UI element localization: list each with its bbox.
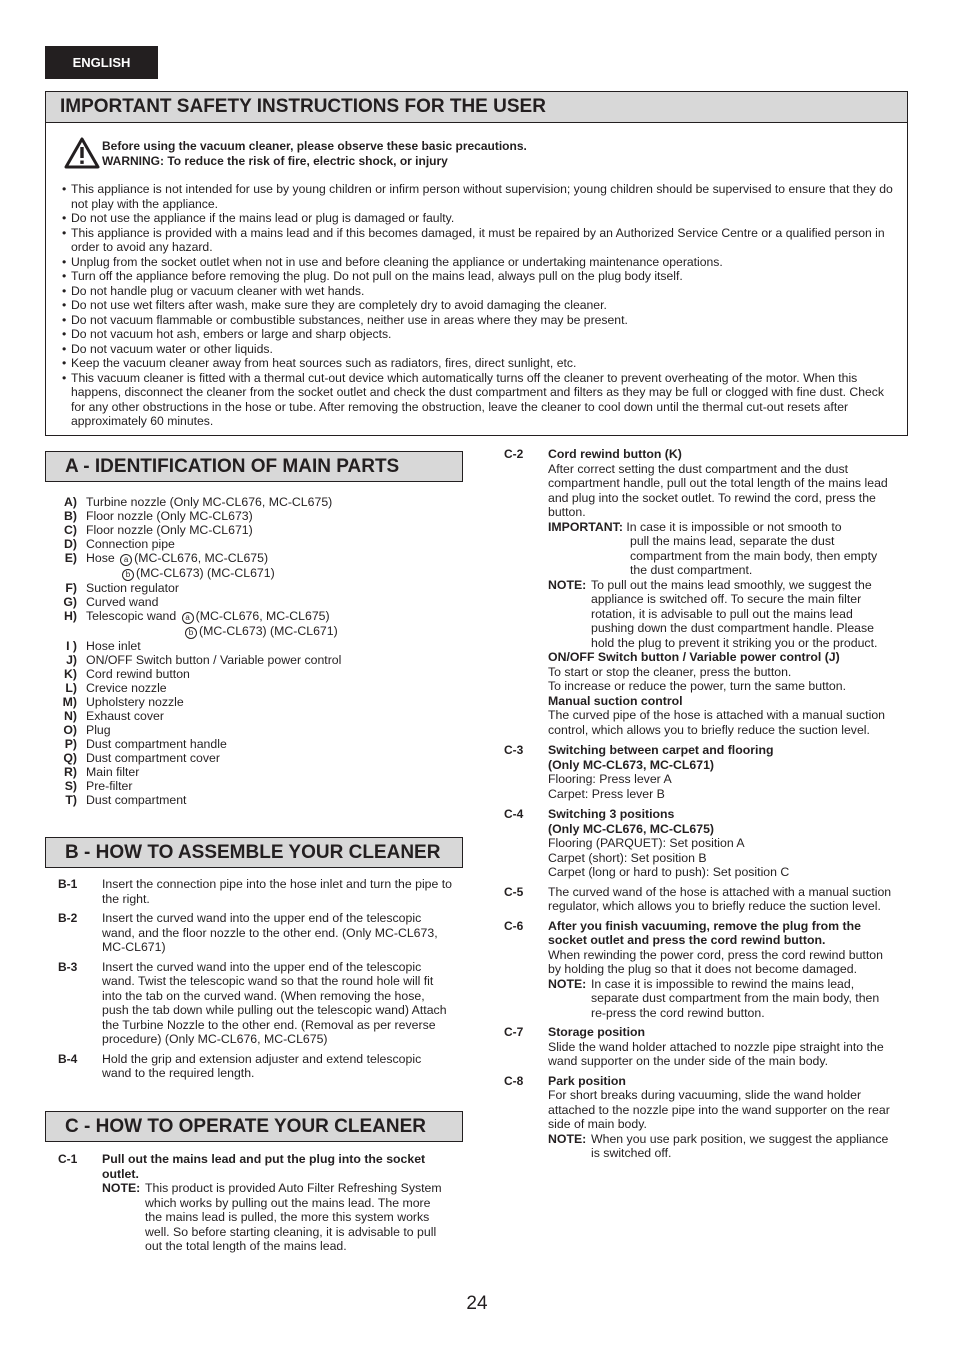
part-item xyxy=(58,653,458,667)
operate-step-c5 xyxy=(504,885,896,914)
part-item xyxy=(58,523,458,537)
section-b-title: B - HOW TO ASSEMBLE YOUR CLEANER xyxy=(45,837,463,868)
assembly-step xyxy=(58,960,453,1047)
note xyxy=(548,578,896,651)
part-text: Plug xyxy=(86,723,111,737)
part-key: O) xyxy=(63,723,77,737)
circled-letter-b: b xyxy=(185,627,197,639)
note-text: To pull out the mains lead smoothly, we suggest the appliance is switched off. To secure the main filter rotation, it is advisable to pull out the mains lead pushing down the dust compartment handle. Please hold the plug to prevent it striking you or the product. xyxy=(591,577,878,650)
part-key: J) xyxy=(66,653,77,667)
safety-item: • This vacuum cleaner is fitted with a thermal cut-out device which automatically turns off the cleaner to prevent overheating of the motor. When this happens, disconnect the cleaner from the socket outlet and check the dust compartment and filters as they may be full or clogged with fine dust. Check for any other obstructions in the hose or tube. After removing the obstruction, leave the cleaner to cool down until the thermal cut-out resets after approximately 60 minutes. xyxy=(62,371,894,429)
step-heading: Switching between carpet and flooring xyxy=(548,743,774,757)
step-text: For short breaks during vacuuming, slide the wand holder attached to the nozzle pipe into the wand supporter on the rear side of main body. xyxy=(548,1088,890,1131)
step-key: B-2 xyxy=(58,911,78,925)
step-key: C-5 xyxy=(504,884,524,899)
step-key: C-3 xyxy=(504,743,524,757)
part-key: B) xyxy=(64,509,77,523)
safety-item: • Do not vacuum flammable or combustible substances, neither use in areas where they may be present. xyxy=(62,313,894,328)
part-text: Floor nozzle (Only MC-CL671) xyxy=(86,523,253,537)
part-text: Floor nozzle (Only MC-CL673) xyxy=(86,509,253,523)
step-heading: Storage position xyxy=(548,1025,646,1039)
step-text: Insert the curved wand into the upper end of the telescopic wand. Twist the telescopic wand so that the round hole will fit into the tab on the curved wand. (When removing the hose, push the tab down while pulling out the telescopic wand) Attach the Turbine Nozzle to the other end. (Removal as per reverse procedure) (Only MC-CL676, MC-CL675) xyxy=(102,959,447,1046)
part-text: Dust compartment xyxy=(86,793,187,807)
part-key: Q) xyxy=(63,751,77,765)
operate-step-c2 xyxy=(504,447,896,737)
step-key: C-4 xyxy=(504,807,524,821)
safety-list xyxy=(62,182,894,429)
part-item xyxy=(58,667,458,681)
operate-step-c7 xyxy=(504,1025,896,1069)
part-text: Suction regulator xyxy=(86,581,179,595)
step-text: The curved wand of the hose is attached with a manual suction regulator, which allows you to briefly reduce the suction level. xyxy=(548,884,892,913)
part-key: G) xyxy=(63,595,77,609)
step-key: C-6 xyxy=(504,918,524,933)
step-heading: After you finish vacuuming, remove the plug from the socket outlet and press the cord rewind button. xyxy=(548,918,861,947)
part-variant: (MC-CL673) (MC-CL671) xyxy=(199,624,338,638)
part-variant: (MC-CL676, MC-CL675) xyxy=(134,551,269,565)
step-key: C-7 xyxy=(504,1025,524,1039)
step-key: B-1 xyxy=(58,877,78,891)
safety-item: • This appliance is not intended for use by young children or infirm person without supervision; young children should be supervised to ensure that they do not play with the appliance. xyxy=(62,182,894,211)
parts-list xyxy=(58,495,458,807)
important-text-continued: pull the mains lead, separate the dust compartment from the main body, then empty the dust compartment. xyxy=(630,534,878,577)
section-a-title: A - IDENTIFICATION OF MAIN PARTS xyxy=(45,451,463,482)
part-item xyxy=(58,551,458,581)
safety-section xyxy=(45,91,908,436)
step-text: Insert the curved wand into the upper end of the telescopic wand, and the floor nozzle to the other end. (Only MC-CL673, MC-CL671) xyxy=(102,911,438,954)
assembly-step xyxy=(58,911,453,955)
step-key: B-3 xyxy=(58,959,78,974)
part-key: R) xyxy=(64,765,77,779)
part-item xyxy=(58,723,458,737)
part-variant: (MC-CL676, MC-CL675) xyxy=(195,609,330,623)
onoff-line: To start or stop the cleaner, press the button. xyxy=(548,664,792,679)
assembly-step xyxy=(58,1052,453,1081)
part-item xyxy=(58,751,458,765)
operate-step-c8 xyxy=(504,1074,896,1161)
manual-suction-heading: Manual suction control xyxy=(548,693,683,708)
operate-steps-left xyxy=(58,1152,448,1259)
part-text: Cord rewind button xyxy=(86,667,190,681)
manual-suction-text: The curved pipe of the hose is attached with a manual suction control, which allows you to briefly reduce the suction level. xyxy=(548,708,885,737)
step-line: Flooring: Press lever A xyxy=(548,772,672,786)
part-item xyxy=(58,681,458,695)
part-item xyxy=(58,609,458,639)
step-text: After correct setting the dust compartment and the dust compartment handle, pull out the total length of the mains lead and plug into the socket outlet. To rewind the cord, press the button. xyxy=(548,461,888,519)
part-text: ON/OFF Switch button / Variable power control xyxy=(86,653,342,667)
part-item xyxy=(58,765,458,779)
warning-block xyxy=(64,137,884,171)
circled-letter-b: b xyxy=(122,569,134,581)
operate-steps-right xyxy=(504,447,896,1166)
part-text: Main filter xyxy=(86,765,140,779)
part-text: Pre-filter xyxy=(86,779,133,793)
part-key: E) xyxy=(64,551,77,565)
warning-text xyxy=(102,139,527,169)
note-label: NOTE: xyxy=(548,1131,587,1146)
important-note xyxy=(548,520,896,578)
part-variant: (MC-CL673) (MC-CL671) xyxy=(136,566,275,580)
operate-step-c4 xyxy=(504,807,896,880)
safety-item: • Do not use the appliance if the mains lead or plug is damaged or faulty. xyxy=(62,211,894,226)
step-text: Hold the grip and extension adjuster and extend telescopic wand to the required length. xyxy=(102,1051,422,1080)
part-item xyxy=(58,639,458,653)
step-text: Insert the connection pipe into the hose inlet and turn the pipe to the right. xyxy=(102,877,453,906)
note-text: This product is provided Auto Filter Refreshing System which works by pulling out the mains lead. The more the mains lead is pulled, the more this system works well. So before starting cleaning, it is advisable to pull out the total length of the mains lead. xyxy=(145,1181,442,1253)
part-key: N) xyxy=(64,709,77,723)
part-text: Hose xyxy=(86,551,115,565)
step-heading: (Only MC-CL676, MC-CL675) xyxy=(548,821,715,836)
part-variant-line xyxy=(86,624,458,639)
step-heading: Switching 3 positions xyxy=(548,807,675,821)
section-c-title: C - HOW TO OPERATE YOUR CLEANER xyxy=(45,1111,463,1142)
part-text: Dust compartment cover xyxy=(86,751,220,765)
part-key: P) xyxy=(64,737,77,751)
part-item xyxy=(58,695,458,709)
part-text: Curved wand xyxy=(86,595,159,609)
note-label: NOTE: xyxy=(548,976,587,991)
step-line: Carpet (short): Set position B xyxy=(548,850,707,865)
part-key: T) xyxy=(65,793,77,807)
part-key: S) xyxy=(64,779,77,793)
important-label: IMPORTANT: xyxy=(548,519,623,534)
part-text: Telescopic wand xyxy=(86,609,177,623)
part-text: Hose inlet xyxy=(86,639,141,653)
note xyxy=(548,1132,896,1161)
part-item xyxy=(58,779,458,793)
onoff-line: To increase or reduce the power, turn the same button. xyxy=(548,679,847,693)
note xyxy=(548,977,896,1021)
assembly-step xyxy=(58,877,453,906)
note xyxy=(102,1181,448,1254)
operate-step-c1 xyxy=(58,1152,448,1254)
part-text: Upholstery nozzle xyxy=(86,695,184,709)
part-text: Exhaust cover xyxy=(86,709,164,723)
safety-item: • Turn off the appliance before removing the plug. Do not pull on the mains lead, always pull on the plug body itself. xyxy=(62,269,894,284)
step-heading: (Only MC-CL673, MC-CL671) xyxy=(548,757,715,772)
step-heading: Pull out the mains lead and put the plug into the socket outlet. xyxy=(102,1152,426,1181)
part-key: K) xyxy=(64,667,77,681)
part-item xyxy=(58,709,458,723)
step-heading: Cord rewind button (K) xyxy=(548,447,682,461)
operate-step-c6 xyxy=(504,919,896,1021)
step-key: B-4 xyxy=(58,1051,78,1066)
warning-triangle-icon xyxy=(64,137,100,169)
step-key: C-8 xyxy=(504,1073,524,1088)
part-item xyxy=(58,793,458,807)
step-text: Slide the wand holder attached to nozzle pipe straight into the wand supporter on the under side of the main body. xyxy=(548,1039,884,1068)
part-variant-line xyxy=(86,566,458,581)
assembly-steps xyxy=(58,877,453,1086)
step-heading: Park position xyxy=(548,1073,626,1088)
part-key: I ) xyxy=(66,639,77,653)
step-line: Flooring (PARQUET): Set position A xyxy=(548,836,745,850)
safety-title: IMPORTANT SAFETY INSTRUCTIONS FOR THE USER xyxy=(46,92,907,123)
part-item xyxy=(58,495,458,509)
safety-item: • Do not handle plug or vacuum cleaner with wet hands. xyxy=(62,284,894,299)
step-text: When rewinding the power cord, press the cord rewind button by holding the plug so that it does not become damaged. xyxy=(548,947,883,976)
step-key: C-2 xyxy=(504,447,524,461)
safety-item: • Do not vacuum water or other liquids. xyxy=(62,342,894,357)
part-text: Connection pipe xyxy=(86,537,175,551)
warning-line-2: WARNING: To reduce the risk of fire, electric shock, or injury xyxy=(102,154,448,168)
safety-item: • This appliance is provided with a mains lead and if this becomes damaged, it must be repaired by an Authorized Service Centre or a qualified person in order to avoid any hazard. xyxy=(62,226,894,255)
note-text: When you use park position, we suggest the appliance is switched off. xyxy=(591,1131,889,1160)
part-item xyxy=(58,509,458,523)
safety-item: • Keep the vacuum cleaner away from heat sources such as radiators, fires, direct sunlight, etc. xyxy=(62,356,894,371)
part-text: Dust compartment handle xyxy=(86,737,227,751)
part-key: H) xyxy=(64,609,77,623)
note-label: NOTE: xyxy=(102,1181,141,1195)
step-line: Carpet (long or hard to push): Set position C xyxy=(548,865,790,879)
operate-step-c3 xyxy=(504,743,896,801)
note-text: In case it is impossible to rewind the mains lead, separate dust compartment from the main body, then re-press the cord rewind button. xyxy=(591,976,880,1020)
part-key: C) xyxy=(64,523,77,537)
part-key: M) xyxy=(62,695,77,709)
part-key: A) xyxy=(64,495,77,509)
page-number: 24 xyxy=(466,1293,488,1314)
part-key: L) xyxy=(65,681,77,695)
language-tab: ENGLISH xyxy=(45,46,158,79)
circled-letter-a: a xyxy=(182,612,194,624)
part-item xyxy=(58,737,458,751)
part-key: F) xyxy=(65,581,77,595)
note-label: NOTE: xyxy=(548,577,587,592)
part-text: Crevice nozzle xyxy=(86,681,167,695)
step-line: Carpet: Press lever B xyxy=(548,786,665,801)
part-text: Turbine nozzle (Only MC-CL676, MC-CL675) xyxy=(86,495,333,509)
part-item xyxy=(58,581,458,595)
safety-item: • Unplug from the socket outlet when not in use and before cleaning the appliance or undertaking maintenance operations. xyxy=(62,255,894,270)
important-text: In case it is impossible or not smooth to xyxy=(626,519,842,534)
safety-item: • Do not vacuum hot ash, embers or large and sharp objects. xyxy=(62,327,894,342)
step-key: C-1 xyxy=(58,1152,78,1166)
part-key: D) xyxy=(64,537,77,551)
onoff-heading: ON/OFF Switch button / Variable power control (J) xyxy=(548,650,840,664)
part-item xyxy=(58,595,458,609)
circled-letter-a: a xyxy=(120,554,132,566)
safety-item: • Do not use wet filters after wash, make sure they are completely dry to avoid damaging the cleaner. xyxy=(62,298,894,313)
warning-line-1: Before using the vacuum cleaner, please observe these basic precautions. xyxy=(102,139,527,153)
part-item xyxy=(58,537,458,551)
